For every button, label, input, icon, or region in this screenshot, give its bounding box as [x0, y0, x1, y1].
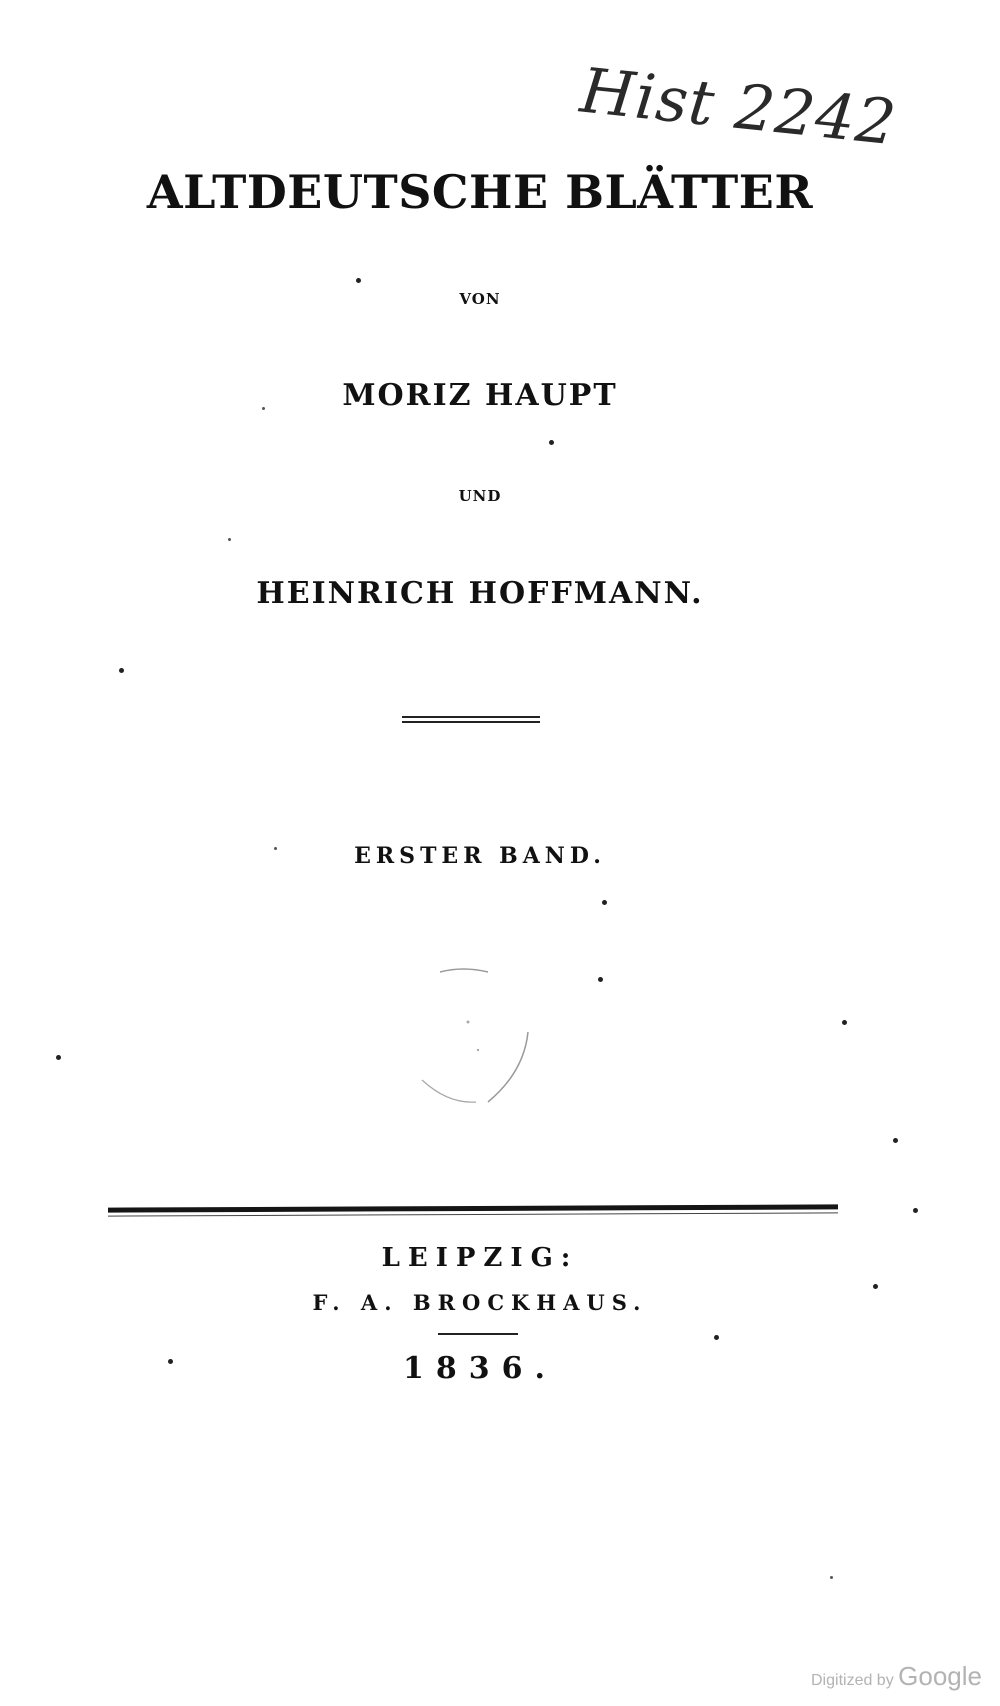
author-name-1: MORIZ HAUPT	[342, 378, 618, 413]
watermark-prefix: Digitized by	[811, 1672, 894, 1689]
paper-speck	[598, 977, 603, 982]
book-title: ALTDEUTSCHE BLÄTTER	[146, 165, 814, 219]
von-label: VON	[459, 290, 501, 308]
thick-rule-divider	[108, 1204, 838, 1212]
double-rule-divider	[402, 716, 540, 723]
paper-speck	[168, 1359, 173, 1364]
und-label: UND	[458, 487, 502, 505]
paper-speck	[228, 538, 231, 541]
paper-speck	[714, 1335, 719, 1340]
publication-place: LEIPZIG:	[381, 1243, 579, 1273]
digitized-by-google-watermark	[811, 1661, 982, 1692]
author-name-2: HEINRICH HOFFMANN.	[256, 576, 704, 611]
paper-speck	[602, 900, 607, 905]
paper-speck	[549, 440, 554, 445]
publisher-name: F. A. BROCKHAUS.	[312, 1290, 648, 1315]
paper-speck	[830, 1576, 833, 1579]
paper-speck	[262, 407, 265, 410]
volume-label: ERSTER BAND.	[354, 843, 606, 869]
publication-year: 1836.	[403, 1351, 557, 1386]
handwritten-shelfmark: Hist 2242	[577, 53, 901, 160]
short-rule-divider	[438, 1333, 518, 1335]
paper-speck	[842, 1020, 847, 1025]
thin-rule-divider	[108, 1212, 838, 1216]
paper-speck	[274, 847, 277, 850]
google-brand-text: Google	[898, 1661, 982, 1691]
faded-library-stamp	[418, 962, 548, 1112]
paper-speck	[119, 668, 124, 673]
paper-speck	[913, 1208, 918, 1213]
paper-speck	[873, 1284, 878, 1289]
paper-speck	[893, 1138, 898, 1143]
paper-speck	[356, 278, 361, 283]
paper-speck	[56, 1055, 61, 1060]
